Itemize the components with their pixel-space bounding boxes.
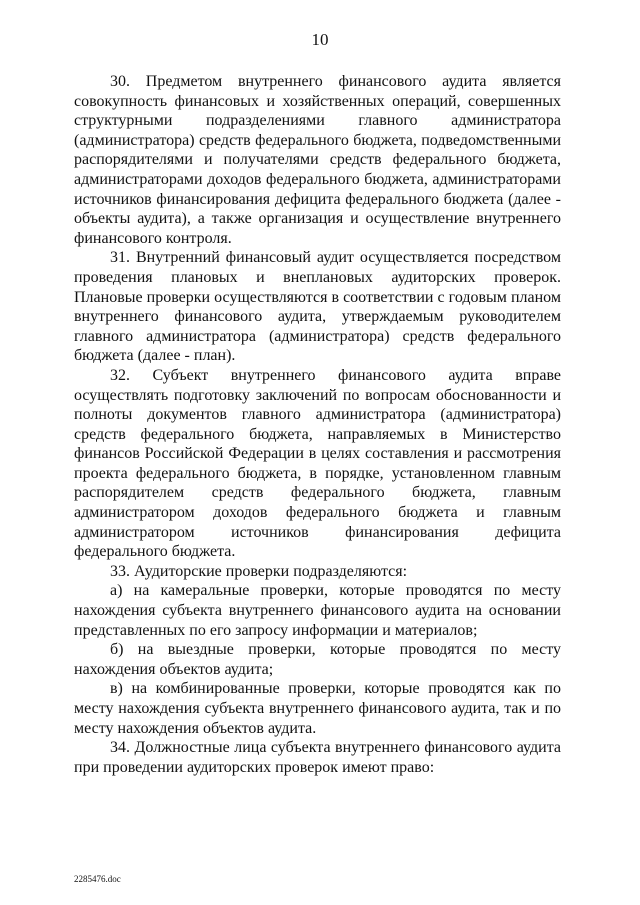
- paragraph-32: 32. Субъект внутреннего финансового аудита вправе осуществлять подготовку заключений по вопросам обоснованности и полноты документов главного администратора (администратора) средств федерального бюджета, направляемых в Министерство финансов Российской Федерации в целях составления и рассмотрения проекта федерального бюджета, в порядке, установленном главным распорядителем средств федерального бюджета, главным администратором доходов федерального бюджета и главным администратором источников финансирования дефицита федерального бюджета.: [74, 366, 561, 561]
- paragraph-34: 34. Должностные лица субъекта внутреннего финансового аудита при проведении аудиторских проверок имеют право:: [74, 739, 561, 776]
- paragraph-33-v: в) на комбинированные проверки, которые проводятся как по месту нахождения субъекта внутреннего финансового аудита, так и по месту нахождения объектов аудита.: [74, 680, 561, 737]
- page-number: 10: [311, 30, 329, 49]
- paragraph-33-b: б) на выездные проверки, которые проводятся по месту нахождения объектов аудита;: [74, 641, 561, 678]
- paragraph-33-a: а) на камеральные проверки, которые проводятся по месту нахождения субъекта внутреннего финансового аудита на основании представленных по его запросу информации и материалов;: [74, 582, 561, 639]
- paragraph-31: 31. Внутренний финансовый аудит осуществляется посредством проведения плановых и внеплановых аудиторских проверок. Плановые проверки осуществляются в соответствии с годовым планом внутреннего финансового аудита, утверждаемым руководителем главного администратора (администратора) средств федерального бюджета (далее - план).: [74, 249, 561, 365]
- paragraph-30: 30. Предметом внутреннего финансового аудита является совокупность финансовых и хозяйственных операций, совершенных структурными подразделениями главного администратора (администратора) средств федерального бюджета, подведомственными распорядителями и получателями средств федерального бюджета, администраторами доходов федерального бюджета, администраторами источников финансирования дефицита федерального бюджета (далее - объекты аудита), а также организация и осуществление внутреннего финансового контроля.: [74, 73, 561, 247]
- document-body: [74, 72, 561, 777]
- document-file-code: 2285476.doc: [74, 874, 121, 884]
- paragraph-33: 33. Аудиторские проверки подразделяются:: [110, 562, 408, 580]
